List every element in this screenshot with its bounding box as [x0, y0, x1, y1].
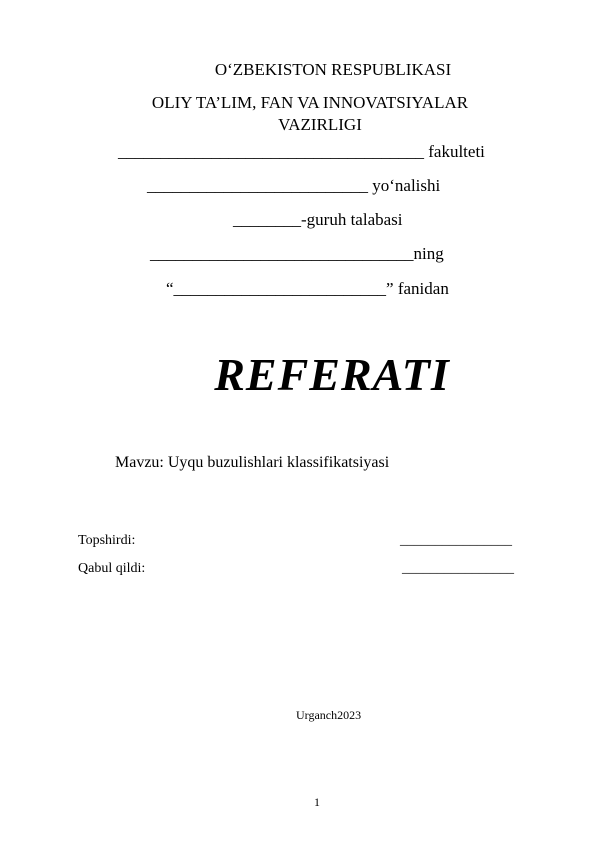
subject-field: “_________________________” fanidan	[166, 279, 449, 298]
accepted-label: Qabul qildi:	[78, 561, 146, 576]
republic-heading: O‘ZBEKISTON RESPUBLIKASI	[214, 60, 452, 79]
ministry-heading-line1: OLIY TA’LIM, FAN VA INNOVATSIYALAR	[151, 93, 469, 112]
ministry-heading-line2: VAZIRLIGI	[278, 115, 362, 134]
submitted-signature-line: ________________	[400, 533, 512, 548]
city-year: Urganch2023	[296, 708, 362, 722]
submitted-label: Topshirdi:	[78, 533, 136, 548]
accepted-signature-line: ________________	[402, 561, 514, 576]
student-field: _______________________________ning	[150, 244, 444, 263]
faculty-field: ____________________________________ fakulteti	[118, 142, 485, 161]
topic-line: Mavzu: Uyqu buzulishlari klassifikatsiyasi	[115, 454, 390, 471]
document-title: REFERATI	[214, 349, 450, 400]
group-field: ________-guruh talabasi	[233, 210, 403, 229]
direction-field: __________________________ yo‘nalishi	[147, 176, 441, 195]
page-number: 1	[314, 795, 320, 809]
